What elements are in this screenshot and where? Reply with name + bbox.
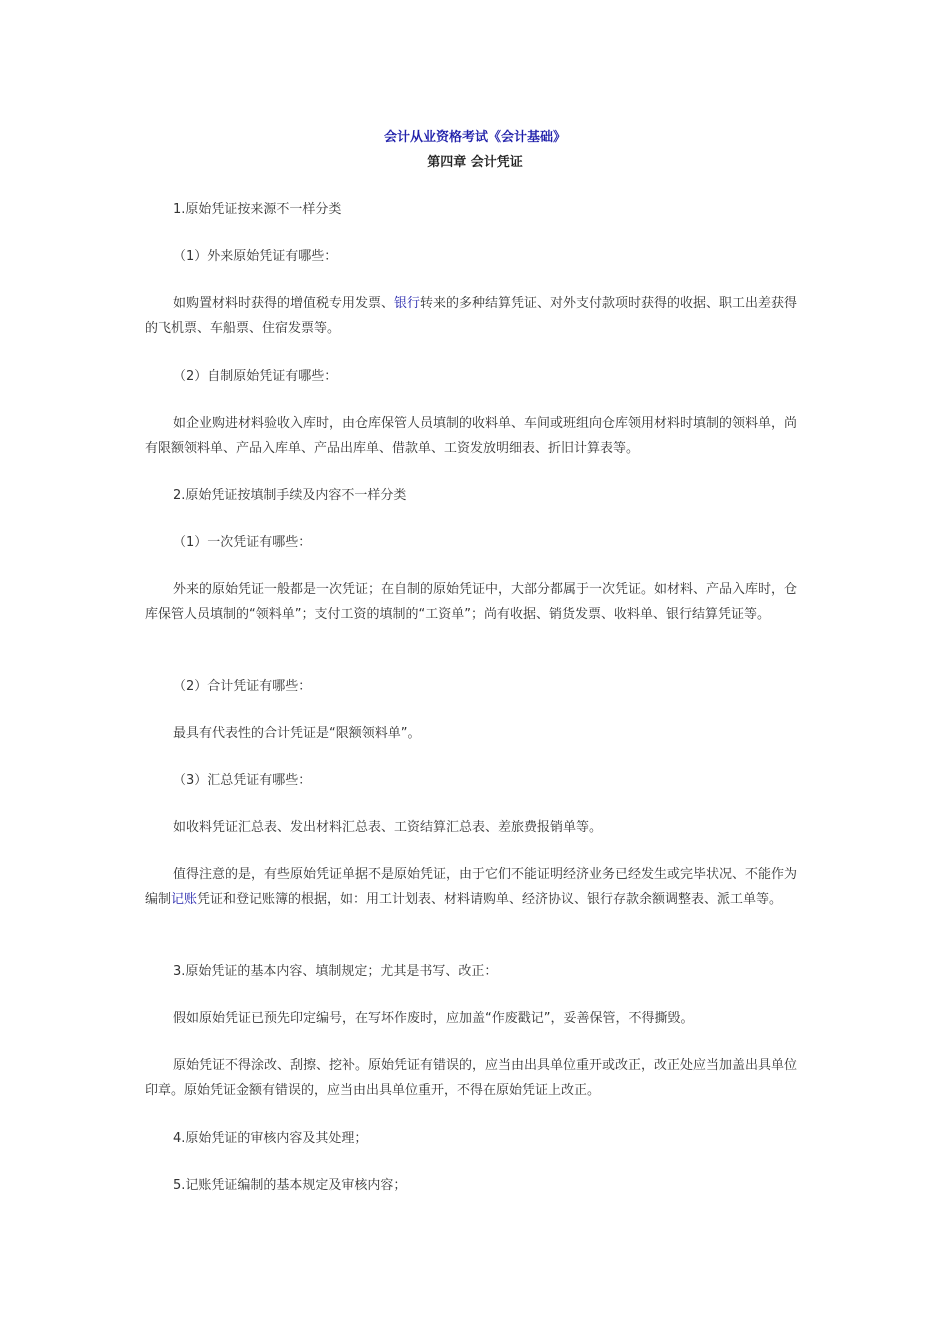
paragraph-11: （3）汇总凭证有哪些： [173,773,312,788]
paragraph-18: 5.记账凭证编制的基本规定及审核内容； [173,1178,407,1193]
chapter-title: 第四章 会计凭证 [427,155,523,170]
paragraph-3: 如购置材料时获得的增值税专用发票、银行转来的多种结算凭证、对外支付款项时获得的收据、职工出差获得的飞机票、车船票、住宿发票等。 [145,296,798,336]
link-bookkeeping[interactable]: 记账 [171,892,198,907]
paragraph-4: （2）自制原始凭证有哪些： [173,369,338,384]
paragraph-10: 最具有代表性的合计凭证是“限额领料单”。 [173,726,421,741]
paragraph-8: 外来的原始凭证一般都是一次凭证；在自制的原始凭证中，大部分都属于一次凭证。如材料、产品入库时，仓库保管人员填制的“领料单”；支付工资的填制的“工资单”；尚有收据、销货发票、收料单、银行结算凭证等。 [145,582,798,622]
paragraph-14: 3.原始凭证的基本内容、填制规定；尤其是书写、改正： [173,964,498,979]
paragraph-13: 值得注意的是，有些原始凭证单据不是原始凭证，由于它们不能证明经济业务已经发生或完毕状况、不能作为编制记账凭证和登记账簿的根据，如：用工计划表、材料请购单、经济协议、银行存款余额调整表、派工单等。 [145,867,798,907]
link-bank[interactable]: 银行 [394,296,421,311]
paragraph-17: 4.原始凭证的审核内容及其处理； [173,1131,368,1146]
paragraph-5: 如企业购进材料验收入库时，由仓库保管人员填制的收料单、车间或班组向仓库领用材料时填制的领料单，尚有限额领料单、产品入库单、产品出库单、借款单、工资发放明细表、折旧计算表等。 [145,416,798,456]
paragraph-12: 如收料凭证汇总表、发出材料汇总表、工资结算汇总表、差旅费报销单等。 [173,820,603,835]
paragraph-2: （1）外来原始凭证有哪些： [173,249,338,264]
paragraph-7: （1）一次凭证有哪些： [173,535,312,550]
paragraph-15: 假如原始凭证已预先印定编号，在写坏作废时，应加盖“作废戳记”，妥善保管，不得撕毁。 [173,1011,694,1026]
paragraph-1: 1.原始凭证按来源不一样分类 [173,202,342,217]
paragraph-9: （2）合计凭证有哪些： [173,679,312,694]
paragraph-6: 2.原始凭证按填制手续及内容不一样分类 [173,488,407,503]
paragraph-16: 原始凭证不得涂改、刮擦、挖补。原始凭证有错误的，应当由出具单位重开或改正，改正处应当加盖出具单位印章。原始凭证金额有错误的，应当由出具单位重开，不得在原始凭证上改正。 [145,1058,798,1098]
document-title: 会计从业资格考试《会计基础》 [383,130,566,145]
